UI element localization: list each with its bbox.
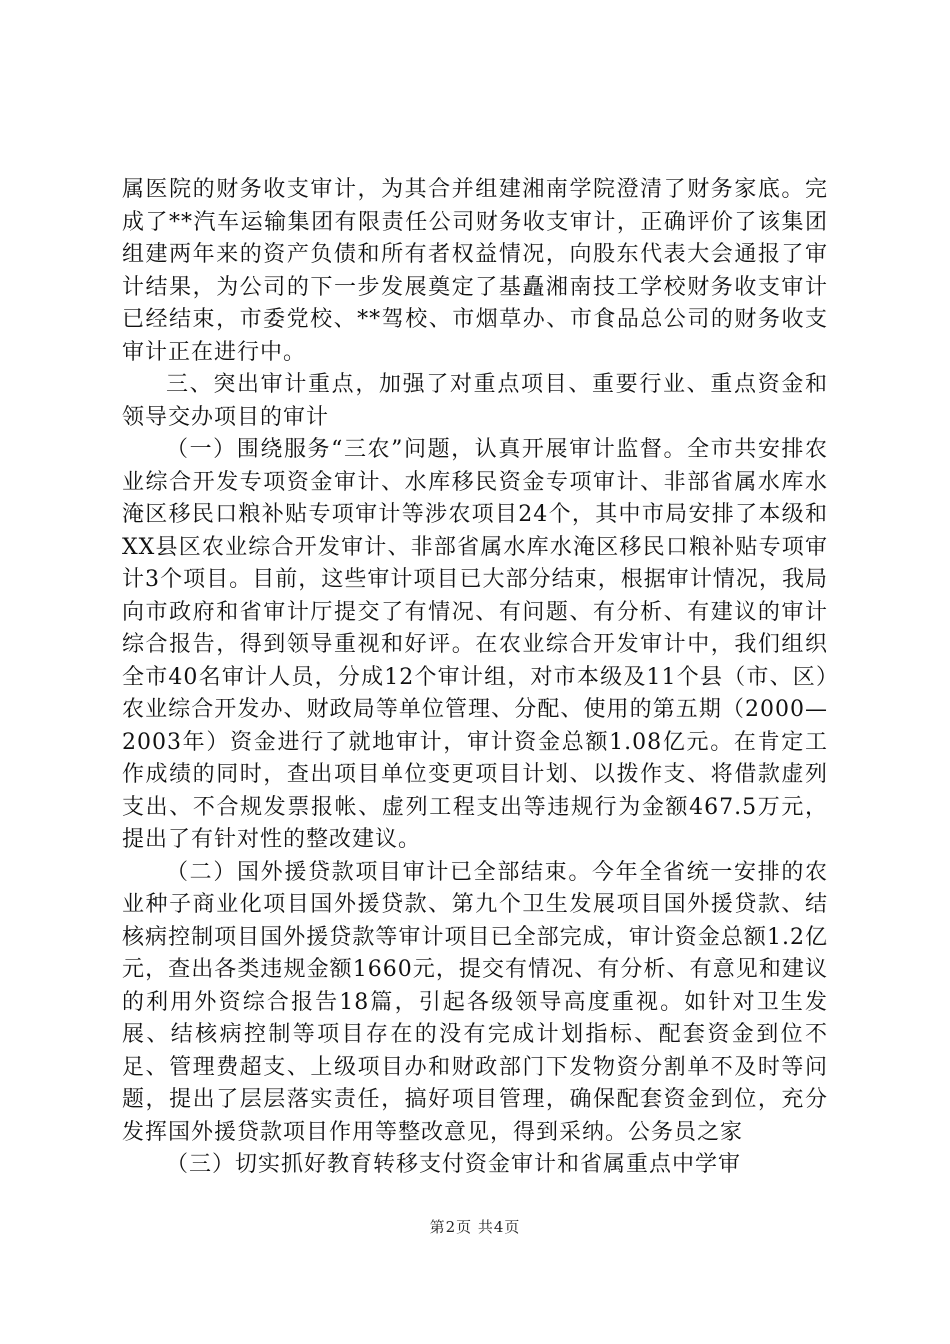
body-text [122,174,828,1182]
paragraph-agriculture-audit: （一）围绕服务“三农”问题，认真开展审计监督。全市共安排农业综合开发专项资金审计、水库移民资金专项审计、非部省属水库水淹区移民口粮补贴专项审计等涉农项目24个，其中市局安排了本级和XX县区农业综合开发审计、非部省属水库水淹区移民口粮补贴专项审计3个项目。目前，这些审计项目已大部分结束，根据审计情况，我局向市政府和省审计厅提交了有情况、有问题、有分析、有建议的审计综合报告，得到领导重视和好评。在农业综合开发审计中，我们组织全市40名审计人员，分成12个审计组，对市本级及11个县（市、区）农业综合开发办、财政局等单位管理、分配、使用的第五期（2000—2003年）资金进行了就地审计，审计资金总额1.08亿元。在肯定工作成绩的同时，查出项目单位变更项目计划、以拨作支、将借款虚列支出、不合规发票报帐、虚列工程支出等违规行为金额467.5万元，提出了有针对性的整改建议。 [122,437,828,852]
paragraph-foreign-loan-audit: （二）国外援贷款项目审计已全部结束。今年全省统一安排的农业种子商业化项目国外援贷款、第九个卫生发展项目国外援贷款、结核病控制项目国外援贷款等审计项目已全部完成，审计资金总额1.2亿元，查出各类违规金额1660元，提交有情况、有分析、有意见和建议的利用外资综合报告18篇，引起各级领导高度重视。如针对卫生发展、结核病控制等项目存在的没有完成计划指标、配套资金到位不足、管理费超支、上级项目办和财政部门下发物资分割单不及时等问题，提出了层层落实责任，搞好项目管理，确保配套资金到位，充分发挥国外援贷款项目作用等整改意见，得到采纳。公务员之家 [122,859,828,1145]
paragraph-continuation: 属医院的财务收支审计，为其合并组建湘南学院澄清了财务家底。完成了**汽车运输集团有限责任公司财务收支审计，正确评价了该集团组建两年来的资产负债和所有者权益情况，向股东代表大会通报了审计结果，为公司的下一步发展奠定了基矗湘南技工学校财务收支审计已经结束，市委党校、**驾校、市烟草办、市食品总公司的财务收支审计正在进行中。 [122,177,828,365]
page-footer: 第2页 共4页 [429,1218,521,1236]
section-heading: 三、突出审计重点，加强了对重点项目、重要行业、重点资金和领导交办项目的审计 [122,372,828,430]
paragraph-education-audit: （三）切实抓好教育转移支付资金审计和省属重点中学审 [166,1152,742,1177]
